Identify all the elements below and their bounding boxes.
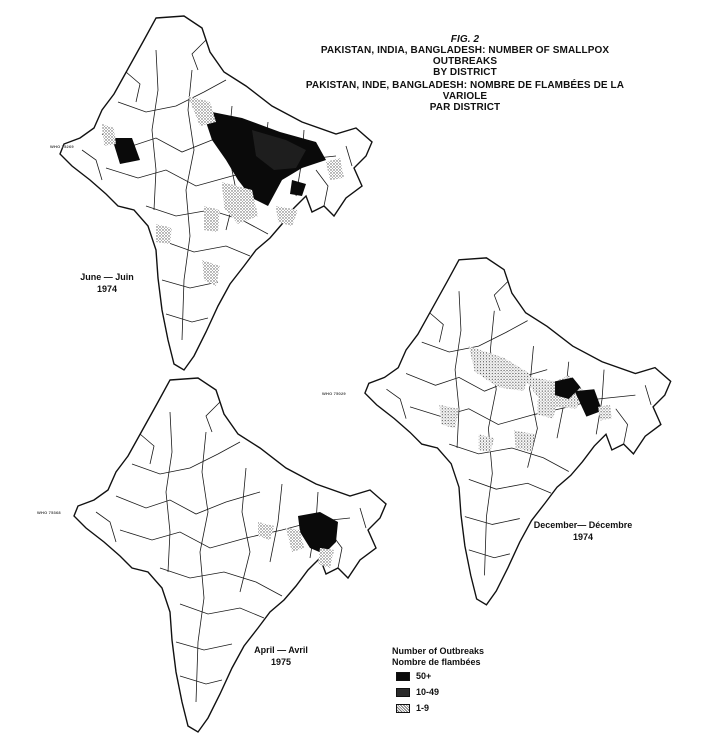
caption-april-1975 [236, 644, 326, 668]
title-french-line-1: PAKISTAN, INDE, BANGLADESH: NOMBRE DE FLAMBÉES DE LA VARIOLE [305, 80, 625, 102]
caption-june-1974 [62, 271, 152, 295]
figure-title [300, 34, 630, 113]
legend-title-french: Nombre de flambées [392, 657, 481, 667]
legend-swatch-1-9 [396, 704, 410, 713]
legend [392, 646, 542, 716]
title-english-line-2: BY DISTRICT [433, 67, 497, 78]
legend-label-10-49: 10-49 [416, 687, 440, 697]
legend-label-1-9: 1-9 [416, 703, 430, 713]
legend-item-1-9 [396, 700, 542, 716]
reference-tag-april: WHO 75368 [37, 510, 61, 515]
legend-item-10-49 [396, 684, 542, 700]
legend-swatch-10-49 [396, 688, 410, 697]
legend-label-50-plus: 50+ [416, 671, 432, 681]
caption-april-year: 1975 [270, 657, 292, 667]
caption-december-month: December— Décembre [533, 520, 633, 530]
title-french-line-2: PAR DISTRICT [429, 102, 501, 113]
caption-december-year: 1974 [572, 532, 594, 542]
caption-june-month: June — Juin [80, 272, 134, 282]
caption-june-year: 1974 [96, 284, 118, 294]
reference-tag-june: WHO 75269 [50, 144, 74, 149]
legend-item-50-plus [396, 668, 542, 684]
reference-tag-december: WHO 75029 [322, 391, 346, 396]
caption-december-1974 [528, 519, 638, 543]
map-april-1975 [74, 378, 386, 732]
legend-title-english: Number of Outbreaks [392, 646, 485, 656]
figure-number: FIG. 2 [450, 34, 480, 45]
title-english-line-1: PAKISTAN, INDIA, BANGLADESH: NUMBER OF SMALLPOX OUTBREAKS [320, 45, 610, 67]
legend-swatch-50-plus [396, 672, 410, 681]
caption-april-month: April — Avril [254, 645, 308, 655]
map-december-1974 [365, 258, 671, 605]
